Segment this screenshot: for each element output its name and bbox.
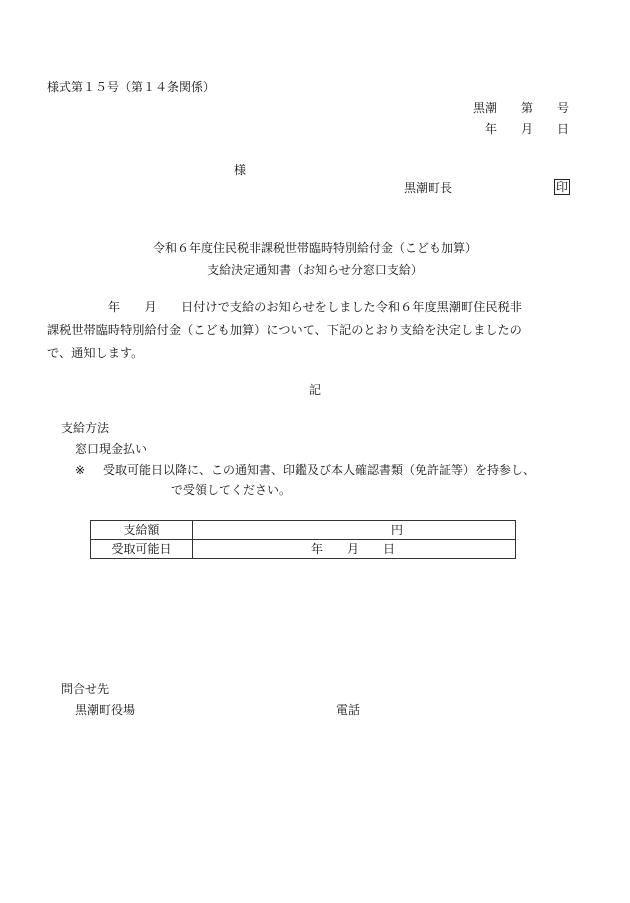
document-date: 年 月 日 bbox=[484, 122, 569, 136]
table-value-amount: 円 bbox=[193, 521, 516, 540]
contact-phone-label: 電話 bbox=[336, 703, 361, 717]
body-line: 課税世帯臨時特別給付金（こども加算）について、下記のとおり支給を決定しましたの bbox=[47, 323, 522, 337]
contact-office: 黒潮町役場 bbox=[75, 703, 136, 717]
payment-table bbox=[90, 520, 516, 559]
note-mark: ※ bbox=[75, 463, 86, 477]
form-id: 様式第１５号（第１４条関係） bbox=[47, 80, 216, 94]
method-heading: 支給方法 bbox=[61, 421, 110, 435]
seal-text: 印 bbox=[556, 180, 569, 194]
body-paragraph bbox=[47, 296, 587, 365]
body-line: で、通知します。 bbox=[47, 346, 144, 360]
note-line-2: で受領してください。 bbox=[171, 483, 292, 497]
table-label-date: 受取可能日 bbox=[91, 540, 193, 559]
table-value-date: 年 月 日 bbox=[193, 540, 516, 559]
body-line: 年 月 日付けで支給のお知らせをしました令和６年度黒潮町住民税非 bbox=[47, 300, 522, 314]
title-line-1: 令和６年度住民税非課税世帯臨時特別給付金（こども加算） bbox=[152, 241, 477, 255]
document-number: 黒潮 第 号 bbox=[472, 101, 569, 115]
addressee-suffix: 様 bbox=[234, 163, 247, 177]
table-row bbox=[91, 540, 516, 559]
table-label-amount: 支給額 bbox=[91, 521, 193, 540]
table-row bbox=[91, 521, 516, 540]
title-line-2: 支給決定通知書（お知らせ分窓口支給） bbox=[207, 263, 423, 277]
seal-mark bbox=[554, 179, 570, 195]
ki-heading: 記 bbox=[309, 383, 322, 397]
issuer-name: 黒潮町長 bbox=[404, 181, 453, 195]
note-line-1: 受取可能日以降に、この通知書、印鑑及び本人確認書類（免許証等）を持参し、 bbox=[103, 463, 536, 477]
contact-heading: 問合せ先 bbox=[61, 682, 110, 696]
method-value: 窓口現金払い bbox=[75, 442, 148, 456]
